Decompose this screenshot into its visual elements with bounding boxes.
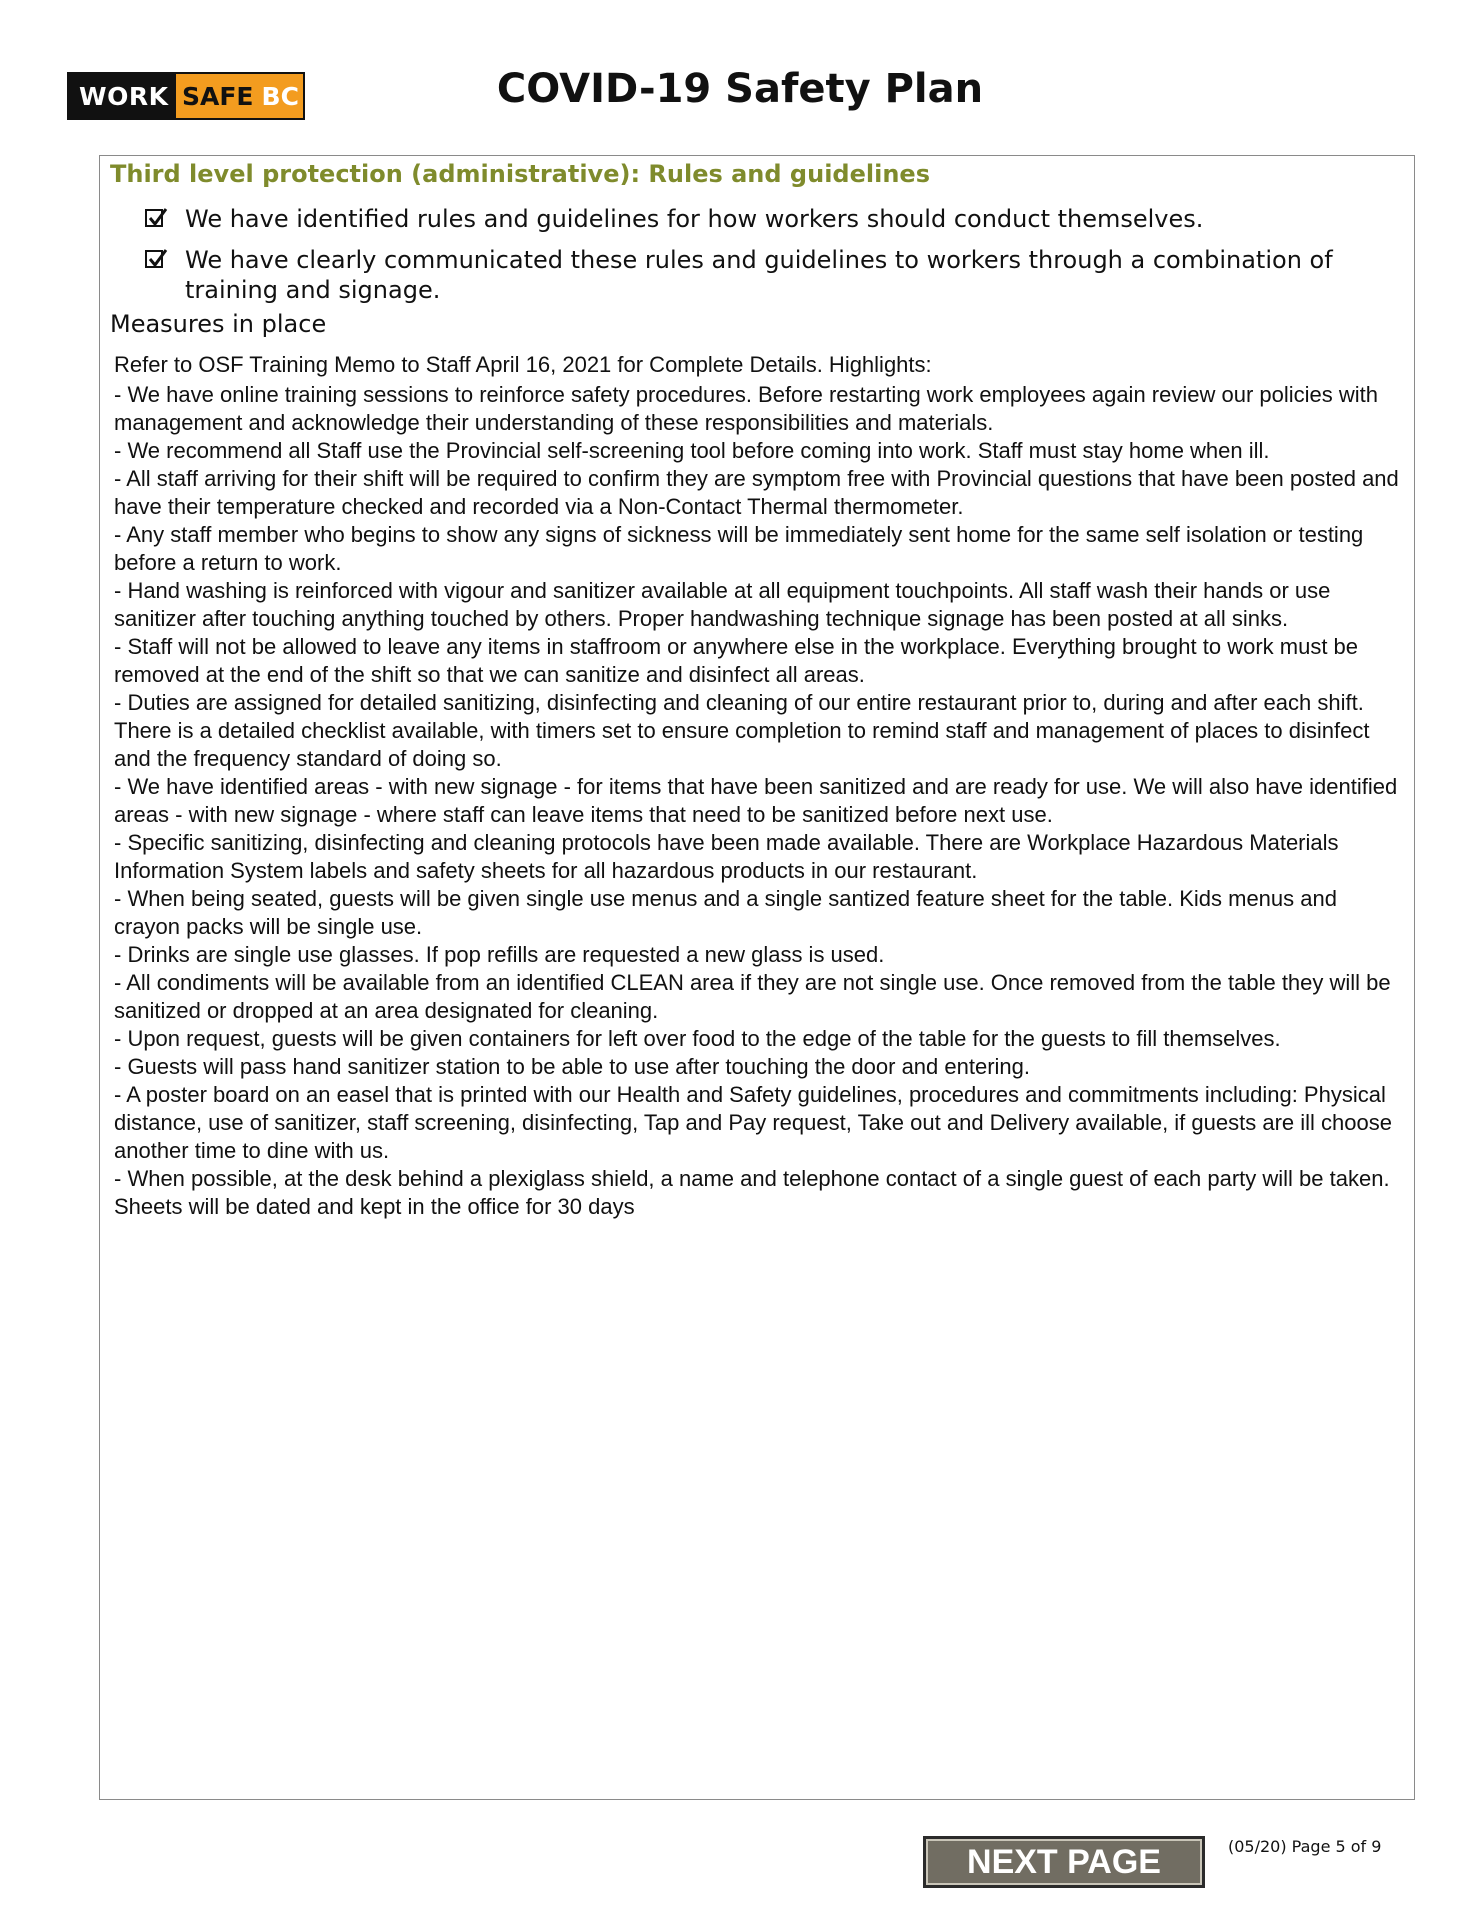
measure-item: - Specific sanitizing, disinfecting and cleaning protocols have been made available. There are Workplace Hazardous Materials Information System labels and safety sheets for all hazardous products in our restaurant. bbox=[114, 830, 1339, 883]
measure-item: - Staff will not be allowed to leave any items in staffroom or anywhere else in the workplace. Everything brought to work must be removed at the end of the shift so that we can sanitize and disinfect all areas. bbox=[114, 634, 1359, 687]
checklist-item-text: We have clearly communicated these rules and guidelines to workers through a combination of training and signage. bbox=[185, 246, 1333, 304]
measure-item: - A poster board on an easel that is printed with our Health and Safety guidelines, procedures and commitments including: Physical distance, use of sanitizer, staff screening, disinfecting, Tap and Pay request, Take out and Delivery available, if guests are ill choose another time to dine with us. bbox=[114, 1082, 1392, 1163]
measure-item: - Any staff member who begins to show any signs of sickness will be immediately sent home for the same self isolation or testing before a return to work. bbox=[114, 522, 1364, 575]
measure-item: - When being seated, guests will be given single use menus and a single santized feature sheet for the table. Kids menus and crayon packs will be single use. bbox=[114, 886, 1337, 939]
logo-safe-text: SAFE bbox=[182, 81, 254, 111]
measure-item: - We have identified areas - with new signage - for items that have been sanitized and are ready for use. We will also have identified areas - with new signage - where staff can leave items that need to be sanitized before next use. bbox=[114, 774, 1398, 827]
checklist-item bbox=[145, 245, 1365, 305]
measure-item: - All condiments will be available from an identified CLEAN area if they are not single use. Once removed from the table they will be sanitized or dropped at an area designated for cleaning. bbox=[114, 970, 1391, 1023]
measure-item: - Drinks are single use glasses. If pop refills are requested a new glass is used. bbox=[114, 942, 885, 967]
page-title: COVID-19 Safety Plan bbox=[496, 66, 984, 112]
measure-item: - When possible, at the desk behind a plexiglass shield, a name and telephone contact of a single guest of each party will be taken. Sheets will be dated and kept in the office for 30 days bbox=[114, 1166, 1390, 1219]
logo-bc-text: BC bbox=[261, 81, 299, 111]
measure-item: - Duties are assigned for detailed sanitizing, disinfecting and cleaning of our entire restaurant prior to, during and after each shift. There is a detailed checklist available, with timers set to ensure completion to remind staff and management of places to disinfect and the frequency standard of doing so. bbox=[114, 690, 1370, 771]
checkbox-checked-icon[interactable] bbox=[145, 250, 163, 268]
worksafebc-logo bbox=[67, 72, 305, 120]
measure-item: - We have online training sessions to reinforce safety procedures. Before restarting work employees again review our policies with management and acknowledge their understanding of these responsibilities and materials. bbox=[114, 382, 1378, 435]
measures-label: Measures in place bbox=[110, 310, 327, 338]
checklist-item-text: We have identified rules and guidelines for how workers should conduct themselves. bbox=[185, 205, 1204, 233]
measures-text-field[interactable] bbox=[114, 351, 1404, 1221]
measure-item: - All staff arriving for their shift will be required to confirm they are symptom free with Provincial questions that have been posted and have their temperature checked and recorded via a Non-Contact Thermal thermometer. bbox=[114, 466, 1399, 519]
measure-item: - Upon request, guests will be given containers for left over food to the edge of the table for the guests to fill themselves. bbox=[114, 1026, 1281, 1051]
checkbox-checked-icon[interactable] bbox=[145, 209, 163, 227]
logo-safe-part bbox=[176, 74, 303, 118]
measure-item: - We recommend all Staff use the Provincial self-screening tool before coming into work. Staff must stay home when ill. bbox=[114, 438, 1270, 463]
logo-work-text: WORK bbox=[69, 74, 176, 118]
measure-item: - Hand washing is reinforced with vigour and sanitizer available at all equipment touchpoints. All staff wash their hands or use sanitizer after touching anything touched by others. Proper handwashing technique signage has been posted at all sinks. bbox=[114, 578, 1331, 631]
checklist-item bbox=[145, 204, 1365, 234]
next-page-button[interactable]: NEXT PAGE bbox=[923, 1836, 1205, 1888]
section-heading: Third level protection (administrative): Rules and guidelines bbox=[110, 160, 930, 188]
measures-intro: Refer to OSF Training Memo to Staff April 16, 2021 for Complete Details. Highlights: bbox=[114, 352, 932, 377]
page-info: (05/20) Page 5 of 9 bbox=[1228, 1837, 1382, 1856]
measure-item: - Guests will pass hand sanitizer station to be able to use after touching the door and entering. bbox=[114, 1054, 1030, 1079]
